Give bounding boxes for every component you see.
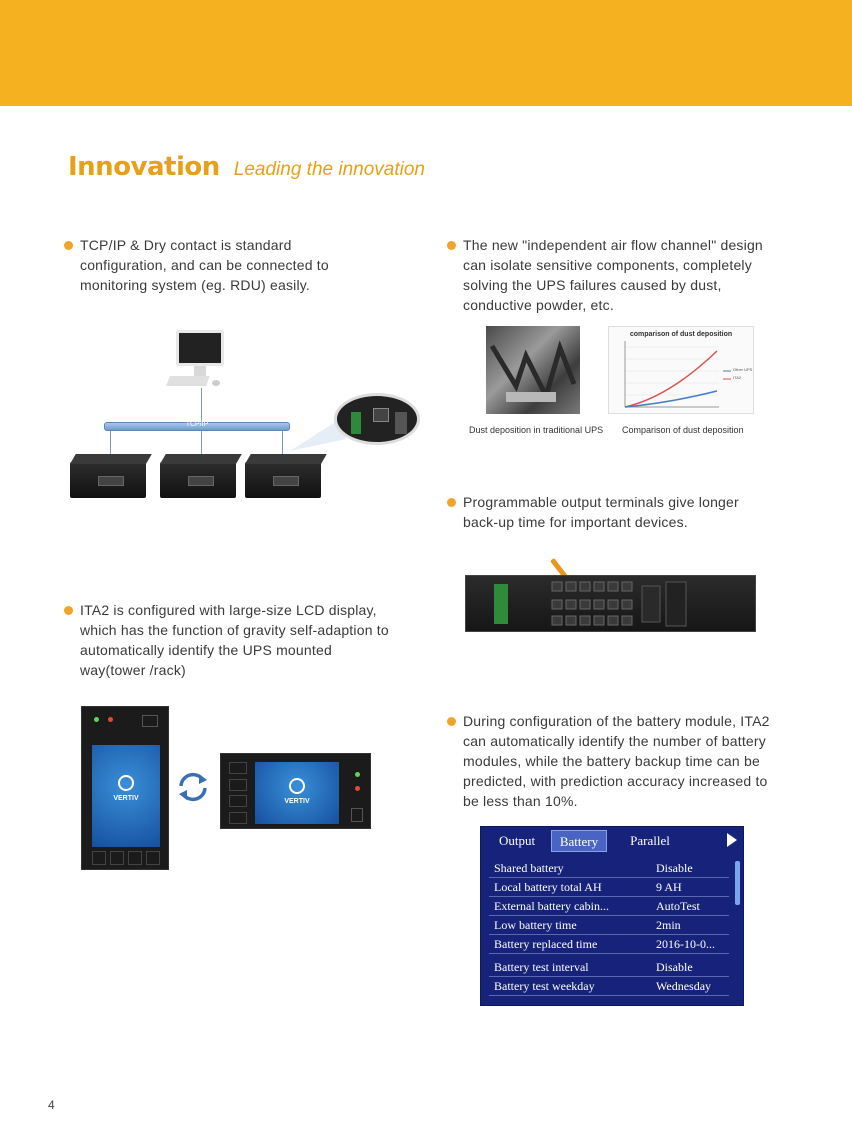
bullet-dot-icon [447,241,456,250]
setting-key: Local battery total AH [494,880,602,894]
vertiv-logo-icon [289,778,305,794]
page-number: 4 [48,1098,55,1112]
bullet-airflow-text: The new "independent air flow channel" design can isolate sensitive components, completely solving the UPS failures caused by dust, conductive powder, etc. [463,237,763,313]
tab-parallel[interactable]: Parallel [630,833,670,848]
power-button-icon [351,808,363,822]
bullet-airflow [463,235,783,315]
setting-value: 2016-10-0... [656,937,715,951]
tab-battery[interactable]: Battery [551,830,607,852]
rack-keypad [229,762,247,824]
bullet-dot-icon [64,606,73,615]
section-heading [68,152,425,182]
tab-output[interactable]: Output [498,833,536,848]
legend-ita2: ITA2 [733,375,742,380]
setting-key: Battery test interval [494,960,589,974]
series-ita2 [625,391,717,407]
settings-row[interactable] [489,916,729,935]
ups-unit-icon [160,462,236,498]
heading-title: Innovation [68,152,220,182]
list-scrollbar[interactable] [735,861,740,905]
setting-value: 9 AH [656,880,682,894]
bullet-tcpip-text: TCP/IP & Dry contact is standard configuration, and can be connected to monitoring system (eg. RDU) easily. [80,237,329,293]
status-led [355,772,360,777]
bullet-dot-icon [447,498,456,507]
heading-subtitle: Leading the innovation [233,159,425,180]
battery-settings-list [489,859,729,996]
settings-row[interactable] [489,958,729,977]
setting-value: Disable [656,861,693,875]
ups-unit-icon [70,462,146,498]
mouse-icon [212,380,220,386]
setting-key: Battery test weekday [494,979,595,993]
network-link [201,388,202,422]
power-button-icon [142,715,158,727]
lcd-screen [255,762,339,824]
setting-key: Battery replaced time [494,937,598,951]
output-terminal-panel [465,575,756,632]
settings-row[interactable] [489,859,729,878]
bullet-lcd-text: ITA2 is configured with large-size LCD display, which has the function of gravity self-adaption to automatically identify the UPS mounted way(tower /rack) [80,602,389,678]
bullet-terminals-text: Programmable output terminals give longer back-up time for important devices. [463,494,739,530]
setting-value: 2min [656,918,681,932]
legend-other: Other UPS [733,367,753,372]
bullet-dot-icon [64,241,73,250]
settings-row[interactable] [489,977,729,996]
lcd-keypad [92,851,160,865]
keyboard-icon [166,376,210,386]
computer-monitor-icon [176,330,224,366]
vertiv-logo-icon [118,775,134,791]
top-color-band [0,0,852,106]
network-bus [104,422,290,431]
lcd-brand: VERTIV [284,798,310,805]
ups-unit-icon [245,462,321,498]
lcd-brand: VERTIV [113,795,139,802]
status-led [355,786,360,791]
chart-title: comparison of dust deposition [629,331,733,338]
dust-deposition-photo [486,326,580,414]
status-led [108,717,113,722]
tower-lcd-display [81,706,169,870]
rack-lcd-display [220,753,371,829]
bullet-tcpip [80,235,380,295]
caption-dust-chart: Comparison of dust deposition [622,425,744,435]
settings-tabs [481,827,745,853]
setting-key: Low battery time [494,918,577,932]
dust-comparison-chart [608,326,754,414]
bullet-dot-icon [447,717,456,726]
settings-row[interactable] [489,897,729,916]
settings-row[interactable] [489,878,729,897]
setting-key: Shared battery [494,861,564,875]
setting-value: Disable [656,960,693,974]
bullet-terminals [463,492,773,532]
lcd-screen [92,745,160,847]
caption-dust-photo: Dust deposition in traditional UPS [469,425,604,435]
setting-value: Wednesday [656,979,712,993]
settings-row[interactable] [489,935,729,954]
bullet-battery-text: During configuration of the battery module, ITA2 can automatically identify the number of battery modules, while the battery backup time can be predicted, with prediction accuracy increased to be less than 10%. [463,713,770,809]
next-arrow-icon[interactable] [727,833,737,847]
network-label: TCP/IP [185,421,209,428]
bullet-battery [463,711,773,811]
status-led [94,717,99,722]
rotate-arrows-icon [177,770,209,804]
bullet-lcd [80,600,400,680]
battery-settings-screen [480,826,744,1006]
setting-key: External battery cabin... [494,899,609,913]
dry-contact-port-closeup [334,393,420,445]
setting-value: AutoTest [656,899,700,913]
